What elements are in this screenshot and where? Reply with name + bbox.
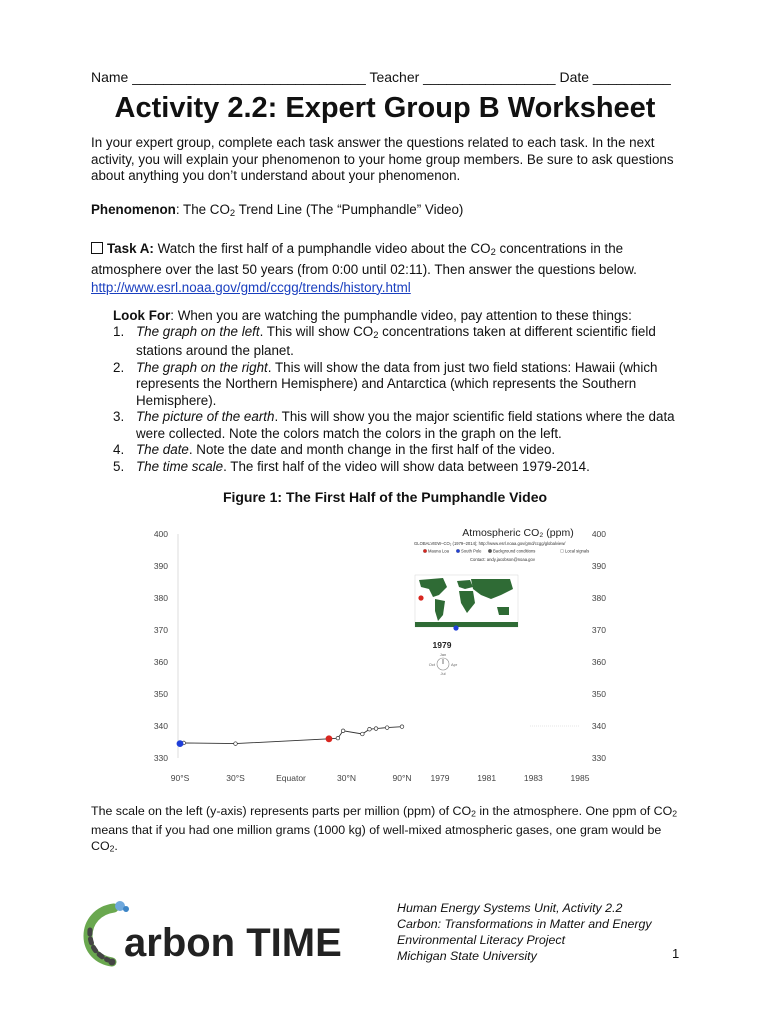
data-point bbox=[341, 729, 345, 733]
page-number: 1 bbox=[672, 946, 680, 961]
y-tick-label: 340 bbox=[591, 721, 606, 731]
page-title: Activity 2.2: Expert Group B Worksheet bbox=[114, 92, 656, 124]
y-tick-label: 380 bbox=[153, 593, 168, 603]
legend-swatch bbox=[456, 549, 460, 553]
x-tick-label: 30°S bbox=[226, 773, 245, 783]
footer-credits: Human Energy Systems Unit, Activity 2.2 Carbon: Transformations in Matter and Energy Environmental Literacy Project Michigan State University bbox=[397, 901, 652, 963]
highlight-point bbox=[177, 740, 184, 747]
data-point bbox=[400, 725, 404, 729]
phenomenon-line: Phenomenon: The $CO_2$ Trend Line (The “Pumphandle” Video) bbox=[91, 202, 464, 218]
x-tick-label: 1983 bbox=[523, 773, 543, 783]
carbon-time-logo bbox=[80, 896, 360, 968]
svg-text:Apr: Apr bbox=[451, 662, 458, 667]
month-clock bbox=[429, 652, 458, 676]
y-tick-label: 340 bbox=[153, 721, 168, 731]
x-tick-label: 30°N bbox=[337, 773, 356, 783]
x-tick-label: 90°S bbox=[170, 773, 190, 783]
y-tick-label: 330 bbox=[153, 753, 168, 763]
phenomenon-label: Phenomenon bbox=[91, 202, 176, 217]
list-item: 1. The graph on the left. This will show $CO_2$ concentrations taken at different scientific field stations around the planet. bbox=[113, 324, 656, 359]
left-chart-x-ticks bbox=[171, 773, 412, 783]
south-pole-marker bbox=[453, 625, 458, 630]
look-for-line: Look For: When you are watching the pumphandle video, pay attention to these things: bbox=[113, 308, 632, 323]
left-chart-y-ticks bbox=[154, 529, 168, 763]
y-tick-label: 360 bbox=[153, 657, 168, 667]
highlight-point bbox=[326, 735, 333, 742]
y-tick-label: 390 bbox=[153, 561, 168, 571]
x-tick-label: 1979 bbox=[430, 773, 450, 783]
scale-explanation: The scale on the left (y-axis) represents parts per million (ppm) of $CO_2$ in the atmosphere. One ppm of $CO_2$ means that if you had one million grams (1000 kg) of well-mixed atmospheric gases, one gram would be $CO_2$. bbox=[91, 804, 678, 854]
y-tick-label: 370 bbox=[153, 625, 168, 635]
y-tick-label: 400 bbox=[153, 529, 168, 539]
world-map bbox=[415, 575, 518, 627]
legend-label: South Pole bbox=[461, 548, 482, 554]
look-for-list bbox=[113, 324, 683, 475]
header-line: Name ______________________________ Teacher _________________ Date __________ bbox=[91, 69, 671, 85]
list-item: 4. The date. Note the date and month change in the first half of the video. bbox=[113, 442, 556, 458]
legend-swatch bbox=[488, 549, 492, 553]
list-item: 2. The graph on the right. This will show the data from just two field stations: Hawaii (which represents the Northern Hemisphere) and Antarctica (which represents the Southern Hemisphere). bbox=[113, 359, 658, 408]
task-a: Task A: Watch the first half of a pumphandle video about the $CO_2$ concentrations in the atmosphere over the last 50 years (from 0:00 until 02:11). Then answer the questions below. http://www.esrl.noaa.gov/gmd/ccgg/trends/history.html bbox=[91, 241, 637, 295]
y-tick-label: 370 bbox=[591, 625, 606, 635]
legend-swatch bbox=[560, 549, 564, 553]
data-point bbox=[361, 732, 365, 736]
x-tick-label: Equator bbox=[276, 773, 306, 783]
logo-text: arbon TIME bbox=[124, 921, 342, 965]
y-tick-label: 380 bbox=[591, 593, 606, 603]
data-point bbox=[234, 742, 238, 746]
right-chart-y-ticks bbox=[530, 529, 606, 763]
task-a-label: Task A: bbox=[107, 241, 154, 256]
legend-label: Background conditions bbox=[493, 548, 536, 554]
legend-label: Mauna Loa bbox=[428, 548, 449, 554]
right-chart-legend bbox=[423, 549, 589, 554]
y-tick-label: 350 bbox=[591, 689, 606, 699]
source-note: GLOBALVIEW–CO₂ (1979–2014); http://www.esrl.noaa.gov/gmd/ccgg/globalview/ bbox=[414, 541, 566, 546]
history-link[interactable]: http://www.esrl.noaa.gov/gmd/ccgg/trends/history.html bbox=[91, 279, 411, 295]
look-for-label: Look For bbox=[113, 308, 171, 323]
date-label: Date bbox=[559, 69, 590, 85]
svg-text:Jul: Jul bbox=[440, 671, 446, 676]
y-tick-label: 350 bbox=[153, 689, 168, 699]
y-tick-label: 390 bbox=[591, 561, 606, 571]
legend-label: Local signals bbox=[565, 548, 590, 554]
y-tick-label: 330 bbox=[591, 753, 606, 763]
data-point bbox=[336, 736, 340, 740]
right-chart-title: Atmospheric CO₂ (ppm) bbox=[462, 527, 574, 539]
legend-swatch bbox=[423, 549, 427, 553]
data-point bbox=[385, 726, 389, 730]
y-tick-label: 360 bbox=[591, 657, 606, 667]
intro-paragraph: In your expert group, complete each task answer the questions related to each task. In the next activity, you will explain your phenomenon to your home group members. Be sure to ask questions about anything you don’t understand about your phenomenon. bbox=[91, 135, 674, 183]
name-label: Name bbox=[91, 69, 129, 85]
data-point bbox=[368, 727, 372, 731]
svg-text:Jan: Jan bbox=[439, 652, 447, 657]
year-label: 1979 bbox=[432, 640, 452, 650]
mauna-loa-marker bbox=[418, 595, 423, 600]
x-tick-label: 1985 bbox=[570, 773, 590, 783]
data-point bbox=[374, 727, 378, 731]
contact-note: Contact: andy.jacobson@noaa.gov bbox=[470, 557, 535, 562]
x-tick-label: 90°N bbox=[392, 773, 412, 783]
task-checkbox[interactable] bbox=[91, 242, 103, 254]
right-chart-x-ticks bbox=[431, 773, 590, 783]
teacher-label: Teacher bbox=[369, 69, 420, 85]
list-item: 3. The picture of the earth. This will show you the major scientific field stations where the data were collected. Note the colors match the colors in the graph on the left. bbox=[113, 409, 675, 441]
logo-c-emblem bbox=[88, 901, 129, 966]
list-item: 5. The time scale. The first half of the video will show data between 1979-2014. bbox=[113, 458, 590, 474]
svg-text:Oct: Oct bbox=[428, 662, 435, 667]
figure-title: Figure 1: The First Half of the Pumphandle Video bbox=[222, 489, 548, 505]
y-tick-label: 400 bbox=[591, 529, 606, 539]
pumphandle-figure bbox=[140, 518, 615, 790]
x-tick-label: 1981 bbox=[477, 773, 497, 783]
